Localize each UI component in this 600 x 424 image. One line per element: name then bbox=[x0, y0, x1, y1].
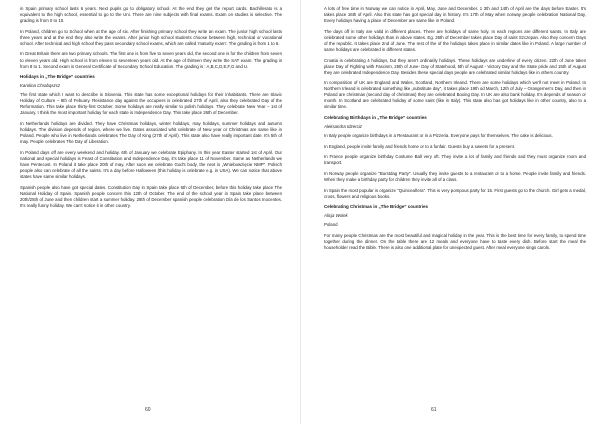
paragraph: The first state which I want to describe is Slovenia. This state has some exceptional holidays for their inhabitants. There are Slavic Holiday of Culture – 8th of Febuary. Resistance day against the occupiers is celebrated 27th of April, also they celebrated Day of the Reformation. This take place thirty-first October. Some holidays are really similar to polish holidays. They celebrate New Year – 1st of January. I think the most important holiday for each state is Independence Day. This take place 26th of December. bbox=[20, 92, 282, 116]
page-left-content bbox=[20, 6, 282, 209]
author-name: Karolina Chrabąszcz bbox=[20, 83, 61, 89]
section-heading: Celebrating Birthdays in „The Bridge” countries bbox=[324, 115, 427, 121]
author-name: Aleksandra Idzerciz bbox=[324, 124, 362, 130]
paragraph: In Italy people organize birthdays in a Restaurant or in a Pizzeria. Everyone pays for themselves. The cake is delicious. bbox=[324, 133, 553, 139]
paragraph: In England, people invite family and friends home or to a funfair. Guests buy a sweets for a present. bbox=[324, 143, 515, 149]
author-name: Alicja Wolek bbox=[324, 213, 348, 219]
paragraph: In Netherlands holidays are divided. They have Christmas holidays, winter holidays, may holidays, summer holidays and autumn holidays. The division depends of region, where we live. Dates associated whit celebrate of New year or Christmas are same like in Poland. People who live in Netherlands celebrates The Day of King (27th of April). This state also have really important date. It's 5th of may. People celebrates The Day of Liberation. bbox=[20, 120, 282, 145]
paragraph: In France people organize birthday Costume Ball very oft. They invite a lot of family and friends and they must organize room and transport. bbox=[324, 154, 586, 166]
paragraph: In Great Britain there are two primary schools. The first one is from five to seven years old, the second one is for the children from seven to eleven years old. High school is from eleven to seventeen years old. At the age of thirteen they write the SAT exam. The grading is from 8 to 1. Second exam is General Certificate of Secondary School Education. The grading is : A,B,C,D,E,F,G and U. bbox=[20, 51, 282, 69]
page-right bbox=[300, 0, 600, 424]
paragraph: In Poland days off are every weekend and holiday. 6th of January we celebrate Epiphany. In this year Easter started 1st of April. Our national and special holidays is Feast of Constitution and Independence Day, it's take place 11 of November. Same as Netherlands we have Pentecost. In Poland it take place 20th of may. After soon we celebrate God's body, the next is „Wniebowzięcie NMP”. Polisch people also can celebrate of all the saints. It's a day before Halloween (this holiday is celebrate e.g. in USA). We can notice that above states have same similar holidays. bbox=[20, 149, 282, 179]
paragraph: Croatia is celebrating 4 holidays, but they aren't ordinarily holidays. These holidays are underline of every citizen. 22th of June takes place Day of Fighting with Fascism, 25th of June- Day of Statehood, 5th of August - Victory Day and the State pride and 15th of August they are celebrated Independence Day. Besides these special days people are celebrated similar holidays like in others country. bbox=[324, 57, 586, 75]
paragraph: In Norway people organize "Burstdag Party". Usually they invite guests to a restaurant or to a home. People invite family and friends. When they make a birthday party for children they invite all of a class. bbox=[324, 171, 586, 183]
paragraph: In composition of UK are England and Wales, Scotland, Northern Irleand. There are some holidays which we'll not meet in Poland. In Northern Irleand is celebrated something like „substitute day”, it takes place 19th od March, 12th of July – Orangemen's Day, and then in Poland are christmas (second day of christmas) they are celebrated Boxing Day. In UK are also bank holiday. It's depends of season or month. In Scotland are celebrated holiday of some saint (like in Italy). This state also has got holidays like in other country, also to a similar time. bbox=[324, 80, 586, 110]
paragraph: A lots of free time in Norway we can notice in April, May, June and December. 1 3th and 14th of April are the days before Easter. It's takes place 16th of April. Also this state has got special day in history. It's 17th of May when norway people celebration National Day, Every holidays having a place of December are same like in Poland. bbox=[324, 6, 586, 24]
paragraph: The days off in Italy are valid in different places. There are holidays of same holy. In each regions are different saints. In Italy are celebrated some other holidays than in above states. Eg. 26th of December takes place Day of saint Szczepan. Also they concern Days of the republic. It takes place 2nd of June. The rest of the of the holidays takes place in similar dates like in Poland. A large number of same holidays are celebrated in different states. bbox=[324, 28, 586, 52]
section-heading: Holidays in „The Bridge” countries bbox=[20, 74, 95, 80]
page-number: 61 bbox=[431, 407, 437, 413]
paragraph: In Poland, children go to School when at the age of six. After finishing primary school they write an exam. The junior high school lasts three years and at the end they also write the exams. After junior high school students choose between high, technical or vocational school. After technical and high school they pass secondary school exams, which are called 'maturity exam'. The grading is from 1 to 6. bbox=[20, 28, 282, 46]
paragraph: Spanish people also have got special dates. Constitution Day in Spain take place 6th of December, before this holiday take place The National Holiday of Spain. Spanish people concern this 12th of October. The end of the school year in Spain take place between 20th/25th of June and then children start a summer holiday. 28th of December spanish people celebration Día de los Santos Inocentes. It's really funny holiday. We can't notice it in other country. bbox=[20, 184, 282, 208]
paragraph: In Spain the most popular is organize "Quinceañera". This is very pompous party for 15. First guests go to the church. Girl gets a medal, cross, flowers and religious books. bbox=[324, 187, 586, 199]
paragraph: in Spain primary school lasts 6 years. Next pupils go to obligatory school. At the end they get the report cards. Bachillerato is a equivalent to the high school, essential to go to the Uni. There are nine subjects with final exams. Exam on studies is selective. The grading is from 0 to 10. bbox=[20, 6, 282, 24]
page-right-content bbox=[324, 6, 586, 251]
section-heading: Celebrating Christmas in „The Bridge” countries bbox=[324, 204, 429, 210]
paragraph: For many people Christmas are the most beautiful and magical holiday in the year. This is the best time for every family, to spend time together during the dinner. On the table there are 12 meals and everyone have to taste every dish. Before start the meal the householder read the Bible. There is also one additional plate for unexpected guest. After meal everyone sings carols. bbox=[324, 233, 586, 251]
page-number: 60 bbox=[145, 407, 151, 413]
paragraph: Poland bbox=[324, 222, 338, 228]
